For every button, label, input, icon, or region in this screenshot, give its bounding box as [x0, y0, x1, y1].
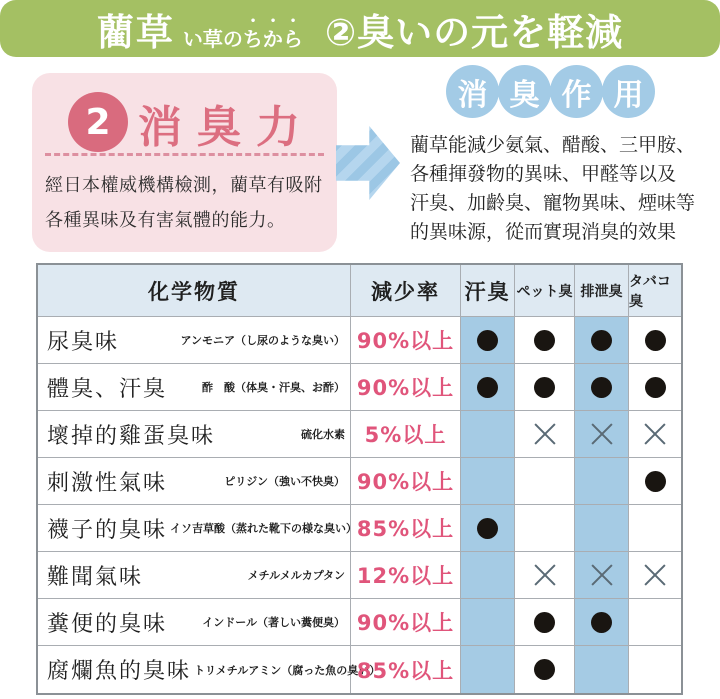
cross-icon	[590, 563, 614, 587]
panel-title: 消臭力	[138, 102, 315, 153]
filled-dot-icon	[534, 330, 555, 351]
table-row	[38, 646, 681, 693]
chemical-name: トリメチルアミン（腐った魚の臭い）	[194, 663, 381, 677]
chemical-cell	[38, 458, 351, 505]
chemical-name: 酢 酸（体臭・汗臭、お酢）	[202, 381, 345, 394]
mark-cell	[461, 599, 515, 646]
header-excrement-odor: 排泄臭	[575, 265, 629, 317]
header-tobacco-odor: タバコ臭	[629, 265, 681, 317]
mark-cell	[575, 317, 629, 364]
odor-name: 壞掉的雞蛋臭味	[47, 423, 216, 449]
table-row	[38, 458, 681, 505]
table-row	[38, 411, 681, 458]
mark-cell	[575, 411, 629, 458]
chemical-name: インドール（著しい糞便臭）	[202, 616, 345, 629]
mark-cell	[515, 458, 575, 505]
mark-cell	[575, 646, 629, 693]
deodorizing-effect-badge	[446, 65, 654, 118]
effect-description-line: 汗臭、加齡臭、寵物異味、煙味等	[410, 192, 696, 214]
brand-subtitle-plain: い草の	[182, 26, 243, 51]
table-header-row	[38, 265, 681, 317]
mark-cell	[629, 364, 681, 411]
chemical-name: メチルメルカプタン	[247, 569, 345, 582]
chemical-cell	[38, 552, 351, 599]
cross-icon	[643, 563, 667, 587]
filled-dot-icon	[591, 330, 612, 351]
filled-dot-icon	[591, 612, 612, 633]
filled-dot-icon	[645, 471, 666, 492]
mark-cell	[629, 458, 681, 505]
odor-name: 體臭、汗臭	[47, 376, 168, 402]
reduction-rate-cell	[351, 505, 461, 552]
filled-dot-icon	[534, 659, 555, 680]
chemical-cell	[38, 599, 351, 646]
mark-cell	[515, 599, 575, 646]
reduction-rate: 90%以上	[356, 470, 455, 494]
badge-circle: 作	[550, 65, 603, 118]
odor-name: 刺激性氣味	[47, 470, 168, 496]
reduction-rate: 90%以上	[356, 329, 455, 353]
dashed-divider	[45, 153, 324, 156]
table-row	[38, 599, 681, 646]
reduction-rate-cell	[351, 458, 461, 505]
filled-dot-icon	[477, 518, 498, 539]
odor-name: 糞便的臭味	[47, 611, 168, 637]
badge-circle: 用	[602, 65, 655, 118]
mark-cell	[629, 505, 681, 552]
mark-cell	[629, 411, 681, 458]
mark-cell	[461, 411, 515, 458]
banner-title: ②臭いの元を軽減	[324, 10, 624, 54]
mark-cell	[461, 317, 515, 364]
reduction-rate: 90%以上	[356, 611, 455, 635]
reduction-rate-cell	[351, 317, 461, 364]
panel-description-line2: 各種異味及有害氣體的能力。	[45, 210, 286, 231]
odor-name: 襪子的臭味	[47, 517, 168, 543]
mark-cell	[575, 552, 629, 599]
header-sweat-odor: 汗臭	[461, 265, 515, 317]
header-pet-odor: ペット臭	[515, 265, 575, 317]
mark-cell	[515, 646, 575, 693]
chemical-name: 硫化水素	[301, 428, 345, 441]
reduction-rate-cell	[351, 552, 461, 599]
table-row	[38, 364, 681, 411]
right-arrow-icon	[336, 126, 400, 200]
number-2-badge: 2	[68, 92, 128, 152]
mark-cell	[515, 505, 575, 552]
filled-dot-icon	[477, 330, 498, 351]
reduction-rate-cell	[351, 411, 461, 458]
deodorizing-power-panel	[32, 73, 337, 252]
badge-circle: 臭	[498, 65, 551, 118]
cross-icon	[533, 563, 557, 587]
reduction-rate: 85%以上	[356, 517, 455, 541]
reduction-rate: 90%以上	[356, 376, 455, 400]
mark-cell	[461, 646, 515, 693]
header-reduction-rate: 減少率	[351, 265, 461, 317]
mark-cell	[461, 364, 515, 411]
cross-icon	[643, 422, 667, 446]
mark-cell	[629, 646, 681, 693]
mark-cell	[629, 599, 681, 646]
mark-cell	[515, 552, 575, 599]
mark-cell	[575, 364, 629, 411]
reduction-rate-cell	[351, 364, 461, 411]
chemical-name: アンモニア（し尿のような臭い）	[180, 334, 345, 347]
odor-name: 尿臭味	[47, 329, 120, 355]
mark-cell	[575, 458, 629, 505]
mark-cell	[515, 364, 575, 411]
effect-description-line: 各種揮發物的異味、甲醛等以及	[410, 163, 677, 185]
reduction-rate-cell	[351, 646, 461, 693]
brand-subtitle	[183, 16, 303, 52]
filled-dot-icon	[645, 377, 666, 398]
panel-description-line1: 經日本權威機構檢測，藺草有吸附	[45, 175, 323, 196]
filled-dot-icon	[477, 377, 498, 398]
filled-dot-icon	[645, 330, 666, 351]
chemical-cell	[38, 317, 351, 364]
odor-reduction-table	[36, 263, 683, 695]
panel-description	[45, 168, 330, 238]
effect-description-line: 的異味源，從而實現消臭的效果	[410, 221, 677, 243]
chemical-cell	[38, 505, 358, 552]
chemical-name: イソ吉草酸（蒸れた靴下の様な臭い）	[170, 522, 358, 535]
reduction-rate: 5%以上	[364, 423, 447, 447]
chemical-cell	[38, 364, 351, 411]
effect-description-line: 藺草能減少氨氣、醋酸、三甲胺、	[410, 134, 696, 156]
cross-icon	[533, 422, 557, 446]
mark-cell	[629, 552, 681, 599]
table-row	[38, 317, 681, 364]
table-row	[38, 552, 681, 599]
effect-description	[410, 131, 716, 247]
badge-circle: 消	[446, 65, 499, 118]
chemical-name: ピリジン（強い不快臭）	[224, 475, 345, 488]
mark-cell	[515, 317, 575, 364]
brand-name: 藺草	[96, 10, 175, 54]
top-banner	[0, 0, 720, 57]
table-row	[38, 505, 681, 552]
filled-dot-icon	[534, 612, 555, 633]
filled-dot-icon	[591, 377, 612, 398]
mark-cell	[515, 411, 575, 458]
chemical-cell	[38, 646, 381, 693]
mark-cell	[461, 552, 515, 599]
cross-icon	[590, 422, 614, 446]
reduction-rate-cell	[351, 599, 461, 646]
reduction-rate: 85%以上	[356, 658, 455, 683]
brand-subtitle-emphasis: ちから	[242, 26, 303, 51]
odor-name: 難聞氣味	[47, 564, 144, 590]
mark-cell	[575, 505, 629, 552]
chemical-cell	[38, 411, 351, 458]
mark-cell	[461, 505, 515, 552]
mark-cell	[629, 317, 681, 364]
table-body	[38, 317, 681, 693]
header-chemical: 化学物質	[38, 265, 351, 317]
reduction-rate: 12%以上	[356, 564, 455, 588]
mark-cell	[575, 599, 629, 646]
mark-cell	[461, 458, 515, 505]
odor-name: 腐爛魚的臭味	[47, 659, 192, 684]
filled-dot-icon	[534, 377, 555, 398]
